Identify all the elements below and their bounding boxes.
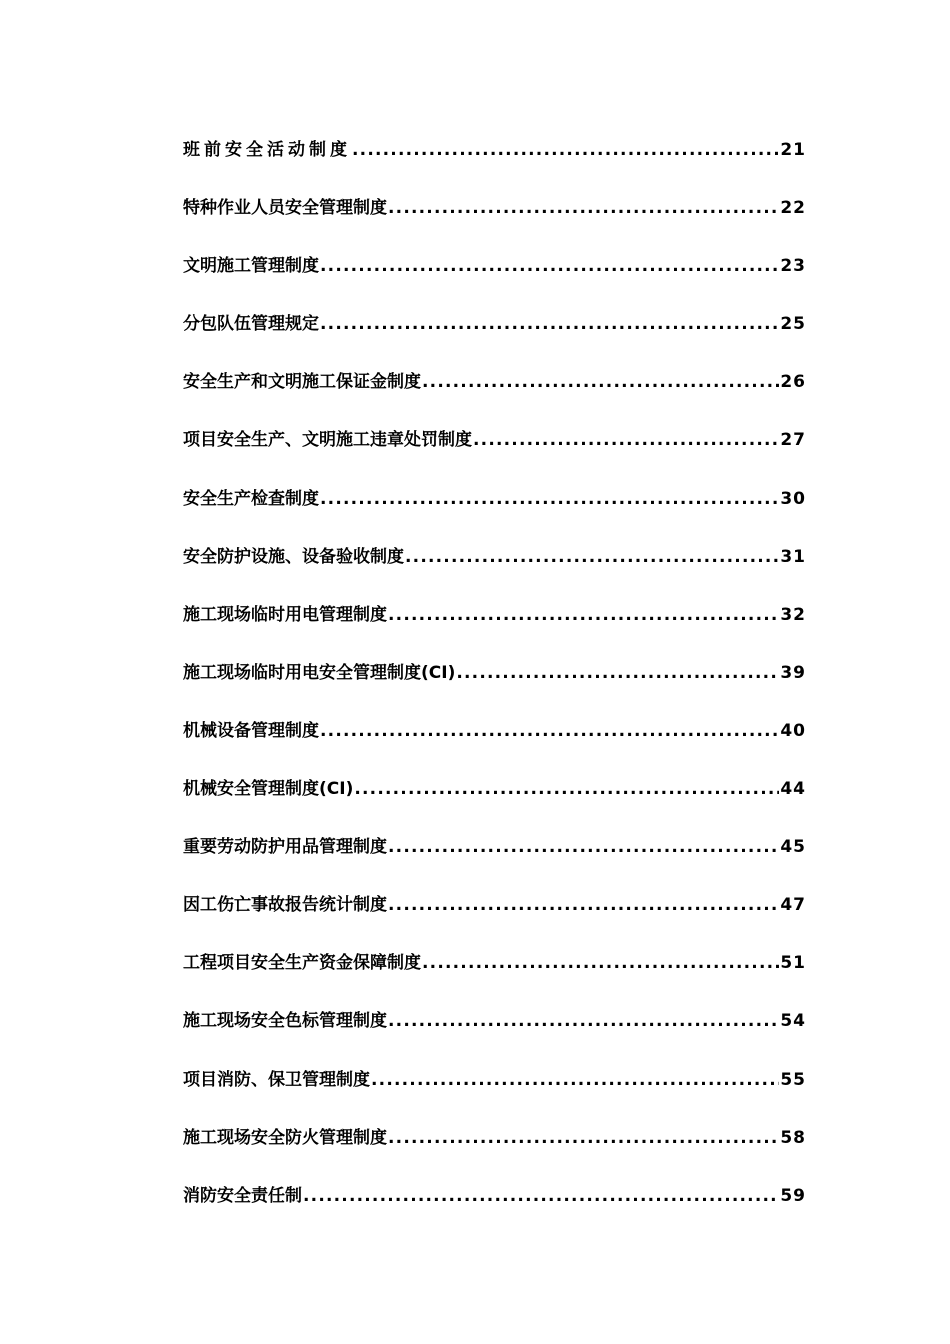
toc-entry-page: 31 (780, 546, 806, 567)
toc-entry-title: 文明施工管理制度 (183, 256, 319, 277)
toc-entry-page: 32 (780, 604, 806, 625)
toc-entry-page: 40 (780, 720, 806, 741)
toc-entry[interactable] (183, 311, 806, 369)
toc-entry[interactable] (183, 950, 806, 1008)
toc-dot-leader (405, 544, 779, 570)
toc-dot-leader (422, 950, 779, 976)
toc-entry-page: 27 (780, 430, 806, 451)
toc-dot-leader (388, 602, 779, 628)
toc-entry[interactable] (183, 718, 806, 776)
toc-dot-leader (303, 1183, 779, 1209)
toc-entry-title: 因工伤亡事故报告统计制度 (183, 895, 387, 916)
toc-dot-leader (422, 369, 779, 395)
toc-entry-page: 25 (780, 314, 806, 335)
toc-entry[interactable] (183, 1067, 806, 1125)
toc-entry-title: 施工现场临时用电安全管理制度(CI) (183, 662, 456, 683)
toc-entry-title: 施工现场安全色标管理制度 (183, 1011, 387, 1032)
toc-entry-title: 施工现场安全防火管理制度 (183, 1127, 387, 1148)
toc-entry-title: 安全生产和文明施工保证金制度 (183, 372, 421, 393)
toc-entry-page: 23 (780, 256, 806, 277)
toc-entry-page: 59 (780, 1185, 806, 1206)
toc-entry[interactable] (183, 602, 806, 660)
toc-entry-title: 安全生产检查制度 (183, 488, 319, 509)
toc-entry-title: 重要劳动防护用品管理制度 (183, 837, 387, 858)
toc-entry[interactable] (183, 1125, 806, 1183)
toc-entry-page: 55 (780, 1069, 806, 1090)
toc-entry[interactable] (183, 137, 806, 195)
toc-entry-page: 26 (780, 372, 806, 393)
toc-entry-page: 54 (780, 1011, 806, 1032)
toc-dot-leader (388, 1125, 779, 1151)
toc-entry-title: 安全防护设施、设备验收制度 (183, 546, 404, 567)
toc-dot-leader (320, 718, 779, 744)
toc-entry-title: 机械安全管理制度(CI) (183, 779, 354, 800)
toc-entry-page: 58 (780, 1127, 806, 1148)
toc-dot-leader (320, 253, 779, 279)
toc-entry[interactable] (183, 369, 806, 427)
table-of-contents (183, 137, 806, 1241)
toc-entry[interactable] (183, 892, 806, 950)
toc-dot-leader (388, 892, 779, 918)
toc-entry-page: 21 (780, 140, 806, 160)
toc-dot-leader (456, 660, 779, 686)
toc-dot-leader (371, 1067, 779, 1093)
toc-entry[interactable] (183, 660, 806, 718)
toc-entry-title: 项目消防、保卫管理制度 (183, 1069, 370, 1090)
toc-entry-page: 45 (780, 837, 806, 858)
toc-dot-leader (354, 776, 779, 802)
toc-entry[interactable] (183, 776, 806, 834)
toc-entry-title: 项目安全生产、文明施工违章处罚制度 (183, 430, 472, 451)
toc-entry[interactable] (183, 253, 806, 311)
toc-entry-page: 39 (780, 662, 806, 683)
toc-entry-page: 47 (780, 895, 806, 916)
toc-entry[interactable] (183, 1183, 806, 1241)
toc-entry-title: 分包队伍管理规定 (183, 314, 319, 335)
toc-dot-leader (388, 1008, 779, 1034)
toc-entry-title: 班前安全活动制度 (183, 140, 351, 160)
toc-dot-leader (388, 834, 779, 860)
toc-entry[interactable] (183, 195, 806, 253)
toc-entry-page: 30 (780, 488, 806, 509)
toc-dot-leader (320, 311, 779, 337)
toc-entry-page: 51 (780, 953, 806, 974)
toc-dot-leader (388, 195, 779, 221)
toc-entry[interactable] (183, 544, 806, 602)
toc-entry-title: 施工现场临时用电管理制度 (183, 604, 387, 625)
toc-dot-leader (352, 137, 779, 163)
toc-entry-title: 工程项目安全生产资金保障制度 (183, 953, 421, 974)
toc-entry[interactable] (183, 486, 806, 544)
toc-entry[interactable] (183, 1008, 806, 1066)
toc-entry-title: 机械设备管理制度 (183, 720, 319, 741)
toc-entry[interactable] (183, 427, 806, 485)
toc-entry-page: 44 (780, 779, 806, 800)
toc-entry-title: 消防安全责任制 (183, 1185, 302, 1206)
toc-entry[interactable] (183, 834, 806, 892)
toc-entry-title: 特种作业人员安全管理制度 (183, 198, 387, 219)
toc-dot-leader (473, 427, 779, 453)
toc-entry-page: 22 (780, 198, 806, 219)
toc-dot-leader (320, 486, 779, 512)
